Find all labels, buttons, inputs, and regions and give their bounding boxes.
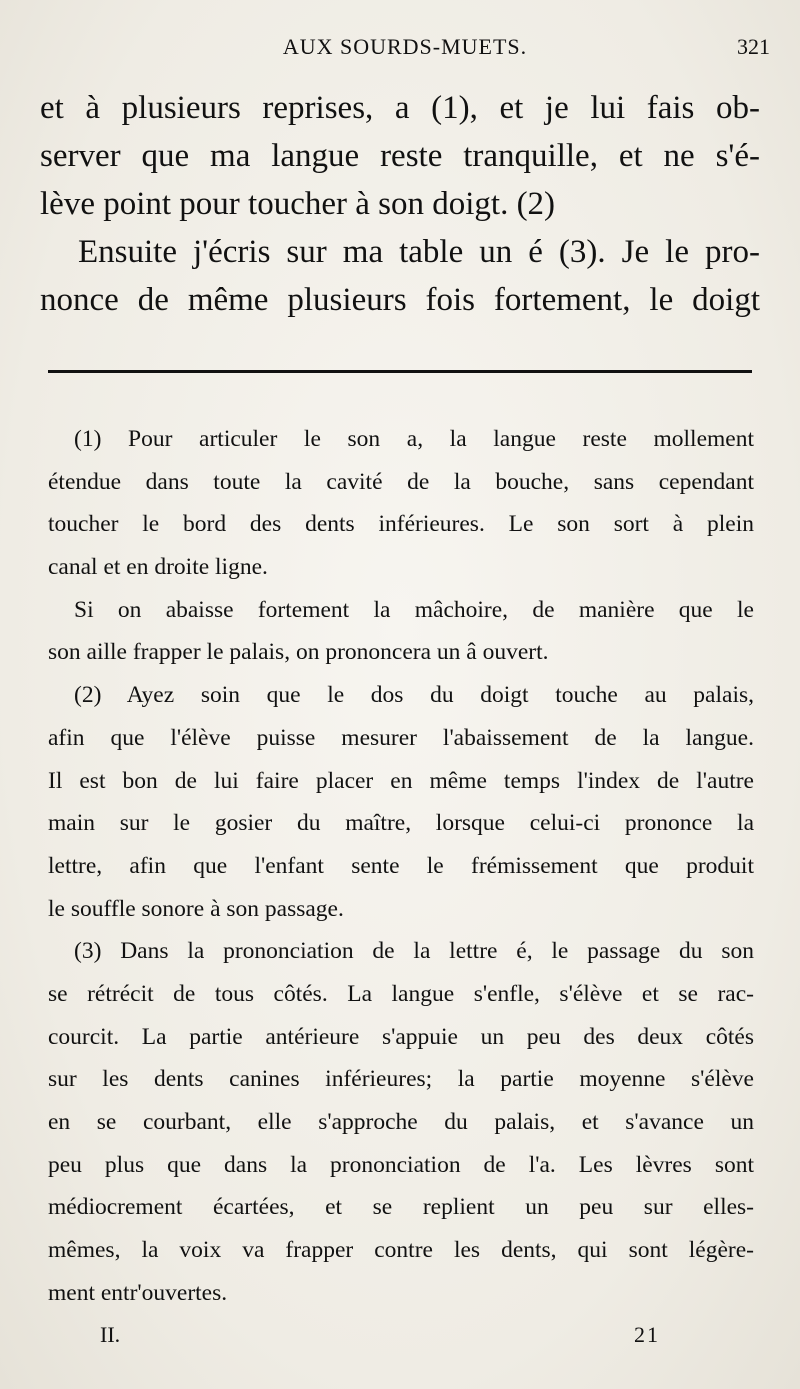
footnote-line: (1) Pour articuler le son a, la langue reste mollement [74, 426, 754, 452]
footnote-line: main sur le gosier du maître, lorsque celui-ci prononce la [48, 810, 754, 837]
footnote-line: en se courbant, elle s'approche du palais, et s'avance un [48, 1109, 754, 1135]
main-text [40, 84, 760, 324]
footnote-3 [48, 930, 754, 1314]
footnote-line: sur les dents canines inférieures; la partie moyenne s'élève [48, 1066, 754, 1093]
text-line: Ensuite j'écris sur ma table un é (3). Je le pro- [78, 234, 760, 270]
footnote-line: (3) Dans la prononciation de la lettre é, le passage du son [74, 938, 754, 965]
running-title: AUX SOURDS-MUETS. [282, 34, 528, 59]
footnote-line: son aille frapper le palais, on prononcera un â ouvert. [48, 639, 549, 666]
footnote-line: lettre, afin que l'enfant sente le frémissement que produit [48, 852, 754, 879]
footnote-2 [48, 674, 754, 930]
footnote-line: le souffle sonore à son passage. [48, 895, 344, 922]
text-line: server que ma langue reste tranquille, et ne s'é- [40, 138, 760, 174]
footnote-line: toucher le bord des dents inférieures. Le son sort à plein [48, 511, 754, 538]
footnote-line: Il est bon de lui faire placer en même temps l'index de l'autre [48, 767, 754, 794]
footnotes [48, 418, 754, 1314]
footnote-line: peu plus que dans la prononciation de l'a. Les lèvres sont [48, 1151, 754, 1178]
footnote-line: courcit. La partie antérieure s'appuie un peu des deux côtés [48, 1023, 754, 1050]
footnote-divider [48, 370, 752, 373]
page-number: 321 [737, 34, 770, 59]
page-header [40, 34, 770, 74]
footnote-line: se rétrécit de tous côtés. La langue s'enfle, s'élève et se rac- [48, 980, 754, 1007]
footnote-1-continued [48, 589, 754, 674]
footnote-line: ment entr'ouvertes. [48, 1279, 228, 1306]
sheet-number: 21 [634, 1322, 660, 1347]
footnote-line: canal et en droite ligne. [48, 554, 268, 581]
footnote-1 [48, 418, 754, 589]
footnote-line: (2) Ayez soin que le dos du doigt touche au palais, [74, 682, 754, 709]
page-footer [100, 1322, 660, 1352]
footnote-line: médiocrement écartées, et se replient un peu sur elles- [48, 1194, 754, 1221]
text-line: et à plusieurs reprises, a (1), et je lui fais ob- [40, 90, 760, 126]
footnote-line: afin que l'élève puisse mesurer l'abaissement de la langue. [48, 724, 754, 751]
signature-mark: II. [100, 1322, 121, 1347]
text-line: nonce de même plusieurs fois fortement, le doigt [40, 282, 760, 318]
text-line: lève point pour toucher à son doigt. (2) [40, 186, 556, 222]
footnote-line: Si on abaisse fortement la mâchoire, de manière que le [74, 596, 754, 623]
footnote-line: étendue dans toute la cavité de la bouche, sans cependant [48, 468, 754, 495]
footnote-line: mêmes, la voix va frapper contre les dents, qui sont légère- [48, 1237, 754, 1264]
